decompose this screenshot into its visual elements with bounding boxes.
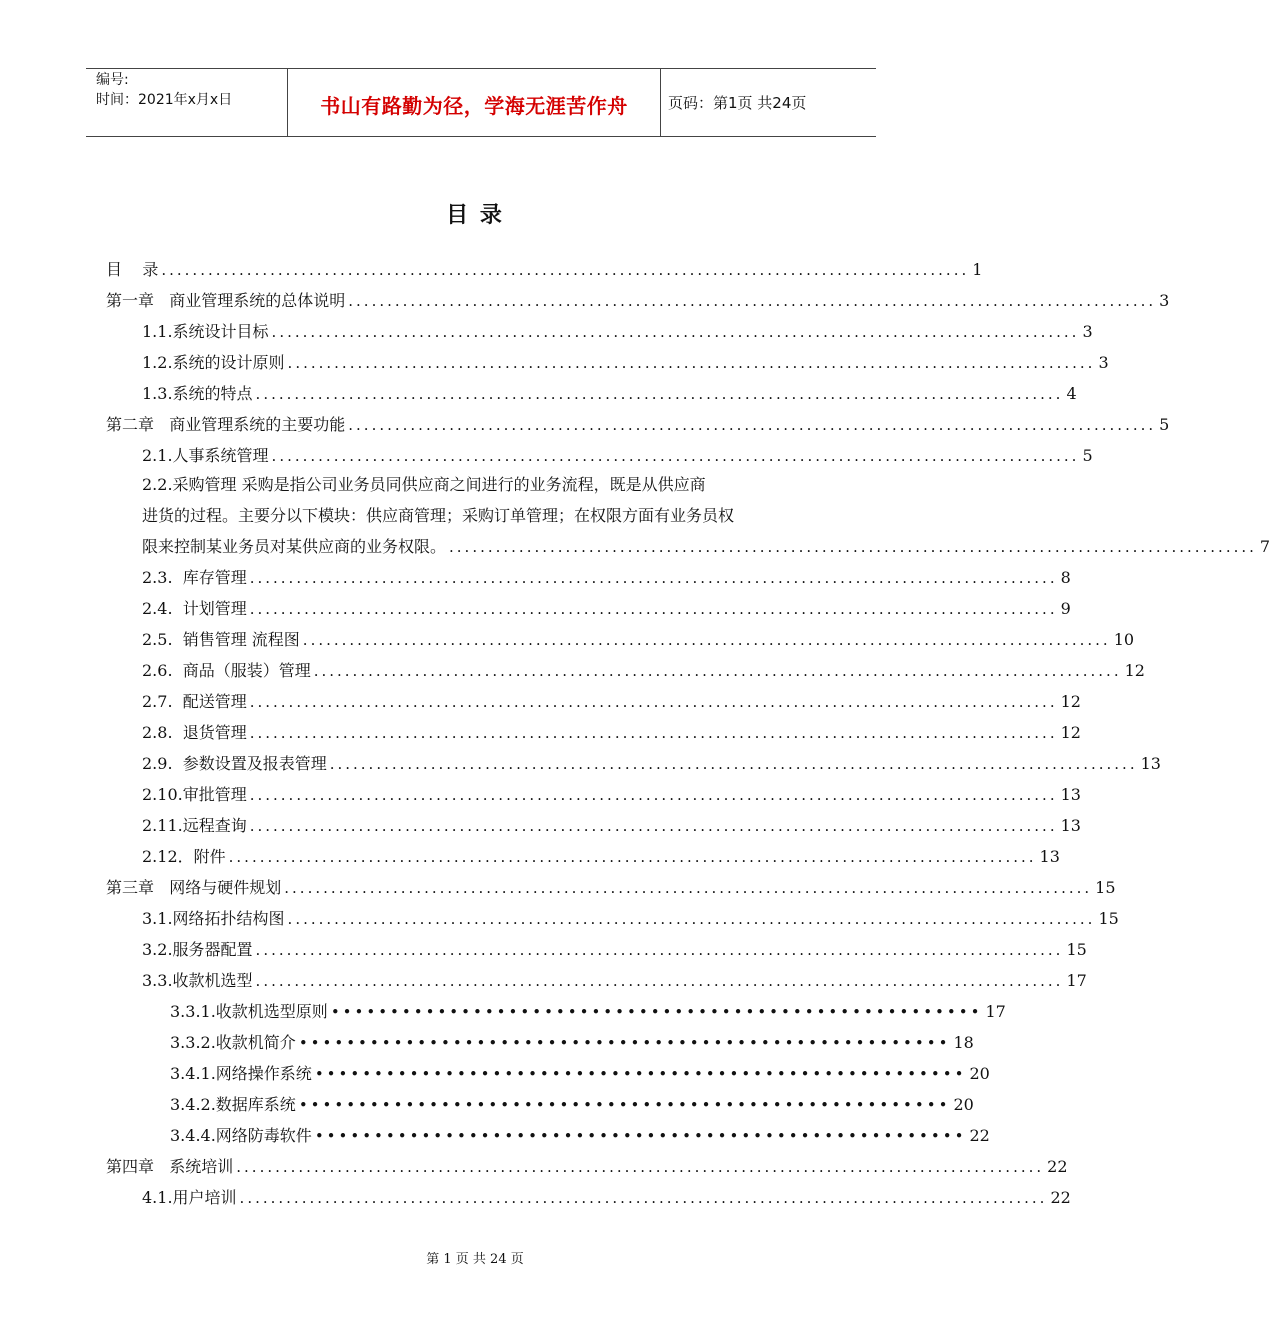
- header-meta: [96, 70, 232, 110]
- toc-title: 目 录: [446, 202, 504, 228]
- toc-entry[interactable]: [142, 687, 1081, 717]
- toc-entry-label: 3.4.1.网络操作系统: [170, 1064, 312, 1083]
- toc-entry-page: 12: [1124, 661, 1145, 680]
- toc-entry-label: 第三章 网络与硬件规划: [106, 878, 282, 897]
- toc-entry[interactable]: [142, 842, 1060, 872]
- header-top-rule: [86, 68, 876, 69]
- toc-entry-label: 第四章 系统培训: [106, 1157, 234, 1176]
- toc-entry[interactable]: [142, 656, 1145, 686]
- toc-entry-page: 7: [1259, 537, 1270, 556]
- toc-leader: ........................................................................................................: [287, 910, 1096, 928]
- toc-entry[interactable]: [142, 966, 1087, 996]
- toc-entry-label: 2.12．附件: [142, 847, 226, 866]
- toc-entry-label: 2.5. 销售管理 流程图: [142, 630, 300, 649]
- toc-leader: ........................................................................................................: [255, 972, 1064, 990]
- toc-entry-page: 13: [1039, 847, 1060, 866]
- toc-entry-label: 2.11.远程查询: [142, 816, 247, 835]
- toc-leader: •••••••••••••••••••••••••••••••••••••••••••••••••••••••: [314, 1065, 967, 1083]
- toc-entry[interactable]: [170, 1059, 990, 1089]
- toc-entry-label: 3.2.服务器配置: [142, 940, 253, 959]
- toc-leader: ........................................................................................................: [348, 292, 1157, 310]
- toc-leader: ........................................................................................................: [348, 416, 1157, 434]
- toc-entry[interactable]: [142, 348, 1109, 378]
- toc-entry[interactable]: [142, 379, 1077, 409]
- toc-leader: ........................................................................................................: [249, 724, 1058, 742]
- toc-leader: ........................................................................................................: [302, 631, 1111, 649]
- purchase-line-3: [142, 531, 1270, 563]
- toc-entry[interactable]: [142, 317, 1093, 347]
- toc-leader: ........................................................................................................: [329, 755, 1138, 773]
- toc-leader: ........................................................................................................: [287, 354, 1096, 372]
- toc-entry-label: 2.3. 库存管理: [142, 568, 247, 587]
- toc-entry[interactable]: [142, 904, 1119, 934]
- toc-entry-label: 1.3.系统的特点: [142, 384, 253, 403]
- header-number-label: 编号:: [96, 72, 129, 88]
- purchase-line-2: 进货的过程。主要分以下模块：供应商管理；采购订单管理；在权限方面有业务员权: [142, 506, 735, 525]
- toc-entry-page: 22: [969, 1126, 990, 1145]
- toc-entry-label: 目 录: [106, 260, 159, 279]
- toc-entry-page: 12: [1060, 692, 1081, 711]
- toc-entry-page: 9: [1060, 599, 1071, 618]
- toc-leader: ........................................................................................................: [255, 941, 1064, 959]
- toc-entry-page: 5: [1082, 446, 1093, 465]
- header-bottom-rule: [86, 136, 876, 137]
- toc-entry-label: 2.4. 计划管理: [142, 599, 247, 618]
- toc-leader: ........................................................................................................: [255, 385, 1064, 403]
- toc-entry-label: 2.10.审批管理: [142, 785, 247, 804]
- toc-entry[interactable]: [170, 1028, 974, 1058]
- toc-entry-label: 2.7. 配送管理: [142, 692, 247, 711]
- toc-entry[interactable]: [142, 935, 1087, 965]
- toc-entry-page: 3: [1159, 291, 1170, 310]
- toc-leader: ........................................................................................................: [228, 848, 1037, 866]
- toc-entry-page: 15: [1095, 878, 1116, 897]
- toc-leader: •••••••••••••••••••••••••••••••••••••••••••••••••••••••: [314, 1127, 967, 1145]
- toc-leader: ........................................................................................................: [284, 879, 1093, 897]
- toc-leader: ........................................................................................................: [249, 786, 1058, 804]
- toc-entry-page: 5: [1159, 415, 1170, 434]
- toc-entry-page: 3: [1098, 353, 1109, 372]
- toc-entry-page: 20: [969, 1064, 990, 1083]
- toc-entry-page: 22: [1050, 1188, 1071, 1207]
- toc-leader: •••••••••••••••••••••••••••••••••••••••••••••••••••••••: [330, 1003, 983, 1021]
- toc-entry-page: 13: [1060, 816, 1081, 835]
- toc-leader: ........................................................................................................: [236, 1158, 1045, 1176]
- toc-entry[interactable]: [170, 1121, 990, 1151]
- toc-entry[interactable]: [142, 563, 1071, 593]
- toc-entry[interactable]: [142, 441, 1093, 471]
- toc-entry-page: 17: [1066, 971, 1087, 990]
- toc-entry[interactable]: [142, 811, 1081, 841]
- toc-entry-label: 1.2.系统的设计原则: [142, 353, 285, 372]
- toc-entry-label: 3.1.网络拓扑结构图: [142, 909, 285, 928]
- toc-leader: ........................................................................................................: [449, 538, 1257, 556]
- toc-entry-page: 20: [953, 1095, 974, 1114]
- header-divider-right: [660, 68, 661, 136]
- toc-entry[interactable]: [142, 1183, 1071, 1213]
- toc-entry-page: 3: [1082, 322, 1093, 341]
- toc-entry-label: 3.3.1.收款机选型原则: [170, 1002, 328, 1021]
- toc-leader: ........................................................................................................: [271, 323, 1080, 341]
- toc-entry-label: 2.6. 商品（服装）管理: [142, 661, 311, 680]
- toc-entry-page: 15: [1098, 909, 1119, 928]
- toc-entry-label: 第一章 商业管理系统的总体说明: [106, 291, 346, 310]
- toc-entry-label: 3.3.2.收款机简介: [170, 1033, 296, 1052]
- toc-entry-label: 4.1.用户培训: [142, 1188, 237, 1207]
- toc-entry-label: 第二章 商业管理系统的主要功能: [106, 415, 346, 434]
- toc-entry-page: 17: [985, 1002, 1006, 1021]
- toc-leader: •••••••••••••••••••••••••••••••••••••••••••••••••••••••: [298, 1034, 951, 1052]
- toc-entry-label: 3.4.2.数据库系统: [170, 1095, 296, 1114]
- toc-leader: ........................................................................................................: [313, 662, 1122, 680]
- toc-entry[interactable]: [106, 255, 983, 285]
- toc-entry-page: 15: [1066, 940, 1087, 959]
- toc-entry[interactable]: [106, 1152, 1068, 1182]
- toc-entry[interactable]: [106, 286, 1170, 316]
- page-footer: 第 1 页 共 24 页: [426, 1252, 524, 1267]
- toc-entry-label: 2.1.人事系统管理: [142, 446, 269, 465]
- toc-leader: ........................................................................................................: [249, 817, 1058, 835]
- toc-entry-page: 8: [1060, 568, 1071, 587]
- toc-entry-page: 13: [1140, 754, 1161, 773]
- purchase-line-3-text: 限来控制某业务员对某供应商的业务权限。: [142, 537, 447, 556]
- toc-entry-label: 2.9. 参数设置及报表管理: [142, 754, 327, 773]
- toc-entry-page: 4: [1066, 384, 1077, 403]
- toc-entry[interactable]: [142, 780, 1081, 810]
- toc-entry-page: 22: [1047, 1157, 1068, 1176]
- toc-entry-label: 2.8. 退货管理: [142, 723, 247, 742]
- header-time-label: 时间：2021年x月x日: [96, 92, 233, 108]
- toc-entry[interactable]: [142, 749, 1161, 779]
- toc-entry-purchase[interactable]: [142, 469, 1270, 563]
- toc-leader: ........................................................................................................: [249, 600, 1058, 618]
- toc-entry[interactable]: [142, 718, 1081, 748]
- toc-entry-page: 1: [972, 260, 983, 279]
- toc-entry-page: 12: [1060, 723, 1081, 742]
- toc-entry-label: 3.4.4.网络防毒软件: [170, 1126, 312, 1145]
- toc-entry-page: 10: [1113, 630, 1135, 649]
- toc-entry-page: 18: [953, 1033, 974, 1052]
- toc-entry-page: 13: [1060, 785, 1081, 804]
- toc-leader: •••••••••••••••••••••••••••••••••••••••••••••••••••••••: [298, 1096, 951, 1114]
- toc-leader: ........................................................................................................: [249, 693, 1058, 711]
- header-page-label: 页码：第1页 共24页: [668, 94, 807, 112]
- toc-entry[interactable]: [142, 625, 1135, 655]
- toc-entry[interactable]: [170, 997, 1006, 1027]
- toc-leader: ........................................................................................................: [161, 261, 970, 279]
- toc-entry[interactable]: [106, 410, 1170, 440]
- toc-leader: ........................................................................................................: [249, 569, 1058, 587]
- toc-entry[interactable]: [106, 873, 1116, 903]
- toc-entry-label: 1.1.系统设计目标: [142, 322, 269, 341]
- toc-entry-label: 3.3.收款机选型: [142, 971, 253, 990]
- purchase-line-1: 2.2.采购管理 采购是指公司业务员同供应商之间进行的业务流程，既是从供应商: [142, 475, 706, 494]
- toc-leader: ........................................................................................................: [271, 447, 1080, 465]
- toc-entry[interactable]: [170, 1090, 974, 1120]
- header-motto: 书山有路勤为径，学海无涯苦作舟: [320, 94, 628, 118]
- toc-entry[interactable]: [142, 594, 1071, 624]
- toc-leader: ........................................................................................................: [239, 1189, 1048, 1207]
